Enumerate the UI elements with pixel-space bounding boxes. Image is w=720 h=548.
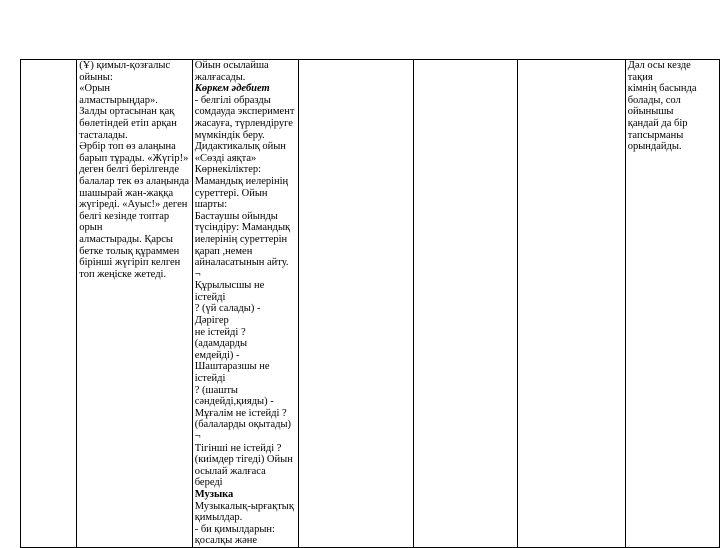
outdoor-game-text: (Ұ) қимыл-қозғалыс ойыны: «Орын алмастырыңдар». Залды ортасынан қақ бөлетіндей етіп арқан тасталады. Әрбір топ өз алаңына барып тұрады. «Жүгір!» деген белгі берілгенде балалар тек өз алаңында шашырай жан-жаққа жүгіреді. «Ауыс!» деген белгі кезінде топтар орын алмастырады. Қарсы бетке толық құраммен бірінші жүгіріп келген топ жеңіске жетеді. [79,60,190,280]
lesson-plan-table [20,59,720,548]
table-cell-4 [298,60,414,548]
table-cell-2 [77,60,192,548]
music-heading: Музыка [194,488,234,500]
table-row [21,60,720,548]
table-cell-7 [625,60,719,548]
table-cell-3 [192,60,298,548]
hat-game-text: Дәл осы кезде тақия кімнің басында болады, сол ойынышы қандай да бір тапсырманы орындайды. [627,60,697,153]
game-continues-text: Ойын осылайша жалғасады. [194,60,269,83]
music-text: Музыкалық-ырғақтық қимылдар. - би қимылдарын: қосалқы және [194,500,294,547]
table-cell-6 [518,60,626,548]
table-cell-5 [414,60,518,548]
fiction-heading: Көркем әдебиет [194,83,270,95]
table-cell-1 [21,60,77,548]
fiction-text: - белгілі образды сомдауда эксперимент жасауға, түрлендіруге мүмкіндік беру. Дидактикалық ойын «Сөзді аяқта» Көрнекіліктер: Мамандық иелерінің суреттері. Ойын шарты: Бастаушы ойынды түсіндіру: Мамандық иелерінің суреттерін қарап ,немен айналасатынын айту. ¬ Құрылысшы не істейді ? (үй салады) - Дәрігер не істейді ? (адамдарды емдейді) - Шаштаразшы не істейді ? (шашты сәндейді,қияды) - Мұғалім не істейді ? (балаларды оқытады) ¬ Тігінші не істейді ? (киімдер тігеді) Ойын осылай жалғаса береді [194,94,295,489]
